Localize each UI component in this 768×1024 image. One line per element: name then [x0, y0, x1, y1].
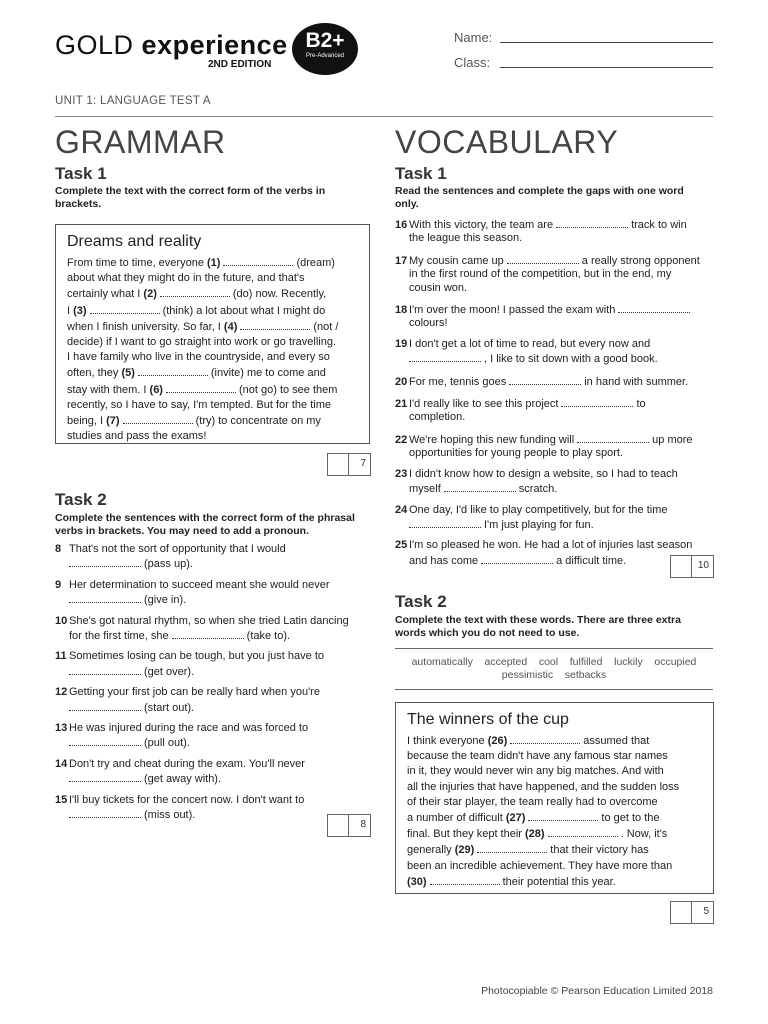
item-line [395, 553, 715, 568]
level-text: B2+ [305, 29, 345, 52]
answer-gap[interactable] [240, 319, 310, 330]
answer-gap[interactable] [548, 826, 618, 837]
gap-number: (5) [121, 367, 135, 380]
item-line [55, 556, 370, 571]
item-text: (get away with). [144, 773, 222, 786]
item-line [55, 686, 370, 699]
item-line [55, 543, 370, 556]
item-text: We're hoping this new funding will [409, 433, 575, 446]
gap-number: (29) [454, 844, 475, 857]
text-line [67, 350, 362, 365]
text-run: I have family who live in the countryside, and every so [67, 351, 330, 364]
text-line [407, 780, 707, 795]
answer-gap[interactable] [444, 481, 516, 492]
answer-gap[interactable] [507, 253, 579, 264]
text-run: I [67, 304, 74, 317]
text-run: . Now, it's [620, 828, 668, 841]
level-sub: Pre-Advanced [305, 53, 345, 59]
text-run: recently, so I have to say, I'm tempted. But for the time [67, 398, 331, 411]
text-run: a number of difficult [407, 812, 506, 825]
word-bank [395, 648, 713, 690]
header-rule [55, 116, 713, 117]
text-run: (do) now. Recently, [232, 288, 327, 301]
item-number: 15 [55, 793, 68, 806]
text-run: because the team didn't have any famous star names [407, 750, 668, 763]
answer-gap[interactable] [509, 374, 581, 385]
text-run: stay with them. I [67, 383, 150, 396]
item-number: 25 [395, 539, 408, 552]
answer-gap[interactable] [138, 365, 208, 376]
item-line [55, 579, 370, 592]
text-run: From time to time, everyone [67, 257, 207, 269]
item-line [395, 338, 715, 351]
answer-gap[interactable] [69, 556, 141, 567]
vocab-task1-title: Task 1 [395, 164, 447, 183]
text-run: studies and pass the exams! [67, 430, 207, 443]
vocab-task2-score: 5 [670, 901, 714, 924]
dreams-text [67, 255, 362, 444]
item-line: colours! [409, 317, 448, 330]
item-number: 22 [395, 433, 408, 446]
item-number: 20 [395, 375, 408, 388]
logo-gold: GOLD [55, 30, 134, 60]
winners-box [395, 702, 714, 894]
item-text: He was injured during the race and was forced to [69, 722, 309, 735]
vocab-task2-title: Task 2 [395, 592, 447, 611]
item-number: 21 [395, 398, 408, 411]
dreams-box [55, 224, 370, 444]
answer-gap[interactable] [172, 628, 244, 639]
gap-number: (7) [106, 415, 120, 428]
list-item [395, 302, 715, 331]
dreams-box-title: Dreams and reality [67, 233, 202, 250]
item-text: (miss out). [144, 809, 196, 822]
answer-gap[interactable] [69, 771, 141, 782]
list-item [55, 543, 370, 572]
list-item [395, 539, 715, 568]
text-line [67, 255, 362, 271]
item-line [55, 628, 370, 643]
text-run: of their star player, the team really had to overcome [407, 795, 658, 808]
item-line [55, 722, 370, 735]
text-line [67, 365, 362, 381]
list-item [395, 374, 715, 389]
item-number: 10 [55, 614, 68, 627]
item-text: (give in). [144, 594, 187, 607]
item-line [55, 592, 370, 607]
item-line: cousin won. [409, 281, 468, 294]
item-number: 8 [55, 543, 62, 555]
unit-title: UNIT 1: LANGUAGE TEST A [55, 95, 211, 107]
grammar-task2-title: Task 2 [55, 490, 107, 509]
text-run: (dream) [296, 257, 335, 269]
text-line [67, 429, 362, 444]
item-line [395, 217, 715, 232]
winners-box-title: The winners of the cup [407, 711, 569, 728]
word-bank-line2: pessimistic setbacks [501, 669, 607, 681]
answer-gap[interactable] [69, 592, 141, 603]
item-text: That's not the sort of opportunity that I would [69, 543, 286, 555]
item-line [395, 517, 715, 532]
item-number: 11 [55, 650, 67, 663]
item-line: completion. [409, 411, 466, 424]
text-line [67, 319, 362, 335]
answer-gap[interactable] [577, 432, 649, 443]
answer-gap[interactable] [528, 810, 598, 821]
text-line [67, 303, 362, 319]
gap-number: (1) [207, 257, 221, 269]
item-line [395, 481, 715, 496]
vocab-task1-instruction: Read the sentences and complete the gaps with one word only. [395, 185, 684, 210]
item-number: 23 [395, 467, 408, 480]
list-item [55, 722, 370, 751]
answer-gap[interactable] [556, 217, 628, 228]
item-line [55, 615, 370, 628]
answer-gap[interactable] [223, 255, 293, 266]
grammar-task2-instruction: Complete the sentences with the correct form of the phrasal verbs in brackets. You may need to add a pronoun. [55, 512, 355, 537]
item-text: My cousin came up [409, 254, 504, 267]
item-text: She's got natural rhythm, so when she tried Latin dancing [69, 614, 349, 627]
item-text: I'll buy tickets for the concert now. I don't want to [69, 793, 305, 806]
text-run: been an incredible achievement. They have more than [407, 859, 673, 872]
text-line [67, 382, 362, 398]
gap-number: (2) [143, 288, 157, 301]
item-text: (start out). [144, 701, 195, 714]
text-line [407, 810, 707, 826]
gap-number: (28) [525, 828, 545, 841]
item-text: Sometimes losing can be tough, but you just have to [69, 650, 324, 663]
class-field[interactable] [500, 66, 713, 68]
text-run: (think) a lot about what I might do [162, 304, 326, 317]
grammar-heading: GRAMMAR [55, 124, 226, 160]
item-number: 18 [395, 304, 408, 317]
item-text: for the first time, she [69, 630, 169, 643]
vocab-task1-items [395, 217, 715, 575]
grammar-task2-score: 8 [327, 814, 371, 837]
text-line [407, 859, 707, 874]
item-text: in hand with summer. [584, 375, 689, 388]
gap-number: (6) [149, 383, 163, 396]
name-label: Name: [454, 30, 493, 45]
list-item [55, 794, 370, 823]
item-text: a really strong opponent [581, 254, 700, 267]
text-line [67, 413, 362, 429]
text-run: that their victory has [550, 844, 649, 857]
item-line [395, 302, 715, 317]
list-item [395, 396, 715, 425]
grammar-task1-score: 7 [327, 453, 371, 476]
item-number: 13 [55, 722, 68, 735]
text-run: certainly what I [67, 288, 144, 301]
text-run: generally [407, 844, 455, 857]
item-line [395, 351, 715, 366]
answer-gap[interactable] [69, 735, 141, 746]
list-item [55, 615, 370, 644]
item-number: 17 [395, 254, 408, 267]
answer-gap[interactable] [409, 351, 481, 362]
list-item [395, 253, 715, 295]
text-run: being, I [67, 415, 107, 428]
text-run: often, they [67, 367, 122, 380]
text-run: (try) to concentrate on my [195, 415, 321, 428]
text-line [407, 874, 707, 890]
text-run: I think everyone [407, 735, 488, 747]
text-line [407, 764, 707, 779]
text-run: (not go) to see them [238, 383, 338, 396]
item-text: I don't get a lot of time to read, but every now and [409, 337, 651, 350]
item-number: 16 [395, 219, 408, 231]
list-item [55, 686, 370, 715]
item-text: I'd really like to see this project [409, 398, 559, 411]
list-item [395, 338, 715, 367]
item-line [395, 432, 715, 447]
vocab-task1-score: 10 [670, 555, 714, 578]
item-number: 19 [395, 337, 408, 350]
item-line [395, 253, 715, 268]
item-line [55, 758, 370, 771]
item-text: I'm so pleased he won. He had a lot of injuries last season [409, 539, 693, 552]
item-line [55, 771, 370, 786]
answer-gap[interactable] [477, 842, 547, 853]
item-text: Don't try and cheat during the exam. You'll never [69, 757, 305, 770]
item-line [55, 664, 370, 679]
item-line: the league this season. [409, 232, 523, 245]
item-number: 24 [395, 503, 408, 516]
item-text: I'm over the moon! I passed the exam with [409, 304, 616, 317]
text-line [67, 398, 362, 413]
item-line [55, 794, 370, 807]
item-line: opportunities for young people to play sport. [409, 447, 624, 460]
answer-gap[interactable] [160, 286, 230, 297]
item-text: (pull out). [144, 737, 190, 750]
grammar-task1-instruction: Complete the text with the correct form of the verbs in brackets. [55, 185, 326, 210]
vocabulary-heading: VOCABULARY [395, 124, 619, 160]
item-text: myself [409, 483, 441, 496]
text-line [407, 795, 707, 810]
text-run: final. But they kept their [407, 828, 526, 841]
answer-gap[interactable] [430, 874, 500, 885]
text-line [407, 826, 707, 842]
answer-gap[interactable] [123, 413, 193, 424]
answer-gap[interactable] [69, 664, 141, 675]
text-run: to get to the [601, 812, 660, 825]
answer-gap[interactable] [510, 733, 580, 744]
item-line [395, 504, 715, 517]
item-number: 14 [55, 757, 68, 770]
item-line [55, 735, 370, 750]
answer-gap[interactable] [618, 302, 690, 313]
answer-gap[interactable] [561, 396, 633, 407]
item-text: With this victory, the team are [409, 219, 554, 231]
list-item [395, 217, 715, 246]
winners-text [407, 733, 707, 890]
footer-copyright: Photocopiable © Pearson Education Limited 2018 [481, 985, 713, 997]
item-line [395, 374, 715, 389]
item-line [55, 807, 370, 822]
text-run: in it, they would never win any big matches. And with [407, 765, 664, 778]
item-text: , I like to sit down with a good book. [484, 353, 658, 366]
vocab-task2-instruction: Complete the text with these words. There are three extra words which you do not need to use. [395, 614, 681, 639]
answer-gap[interactable] [166, 382, 236, 393]
item-line [395, 539, 715, 552]
list-item [55, 758, 370, 787]
gap-number: (26) [487, 735, 508, 747]
answer-gap[interactable] [409, 517, 481, 528]
level-badge [292, 23, 358, 75]
item-text: scratch. [518, 483, 558, 496]
text-line [407, 842, 707, 858]
name-field[interactable] [500, 41, 713, 43]
item-text: up more [652, 433, 693, 446]
answer-gap[interactable] [90, 303, 160, 314]
item-number: 9 [55, 578, 62, 591]
item-line [395, 396, 715, 411]
item-text: to [636, 398, 646, 411]
text-run: (invite) me to come and [210, 367, 326, 380]
text-line [67, 286, 362, 302]
item-text: Getting your first job can be really hard when you're [69, 686, 320, 699]
text-run: decide) if I want to go straight into work or go travelling. [67, 336, 337, 349]
gap-number: (3) [73, 304, 87, 317]
list-item [395, 432, 715, 461]
text-run: all the injuries that have happened, and the sudden loss [407, 780, 680, 793]
list-item [55, 579, 370, 608]
answer-gap[interactable] [481, 553, 553, 564]
grammar-task1-title: Task 1 [55, 164, 107, 183]
logo [55, 30, 288, 61]
grammar-task2-items [55, 543, 370, 830]
text-line [407, 733, 707, 749]
text-run: (not / [313, 320, 339, 333]
item-line: in the first round of the competition, but in the end, my [409, 268, 672, 281]
item-number: 12 [55, 686, 68, 699]
item-text: One day, I'd like to play competitively, but for the time [409, 503, 668, 516]
text-line [407, 749, 707, 764]
item-text: track to win [631, 219, 687, 231]
gap-number: (27) [505, 812, 526, 825]
item-text: (take to). [246, 630, 291, 643]
gap-number: (4) [223, 320, 238, 333]
list-item [55, 650, 370, 679]
answer-gap[interactable] [69, 700, 141, 711]
text-run: their potential this year. [502, 875, 616, 888]
item-text: Her determination to succeed meant she would never [69, 578, 330, 591]
item-line [395, 468, 715, 481]
item-text: I didn't know how to design a website, so I had to teach [409, 467, 678, 480]
list-item [395, 468, 715, 497]
text-run: assumed that [583, 735, 650, 747]
item-text: and has come [409, 554, 479, 567]
answer-gap[interactable] [69, 807, 141, 818]
text-run: about what they might do in the future, and that's [67, 272, 305, 285]
word-bank-line1: automatically accepted cool fulfilled luckily occupied [411, 656, 697, 668]
item-line [55, 700, 370, 715]
item-text: For me, tennis goes [409, 375, 507, 388]
item-text: I'm just playing for fun. [484, 518, 594, 531]
item-text: a difficult time. [556, 554, 627, 567]
text-line [67, 271, 362, 286]
edition-label: 2ND EDITION [208, 59, 272, 70]
list-item [395, 504, 715, 533]
text-line [67, 335, 362, 350]
item-line [55, 650, 370, 663]
text-run: when I finish university. So far, I [67, 320, 224, 333]
item-text: (get over). [144, 665, 195, 678]
gap-number: (30) [407, 875, 427, 888]
item-text: (pass up). [144, 558, 193, 571]
logo-experience: experience [141, 30, 288, 60]
class-label: Class: [454, 55, 491, 70]
